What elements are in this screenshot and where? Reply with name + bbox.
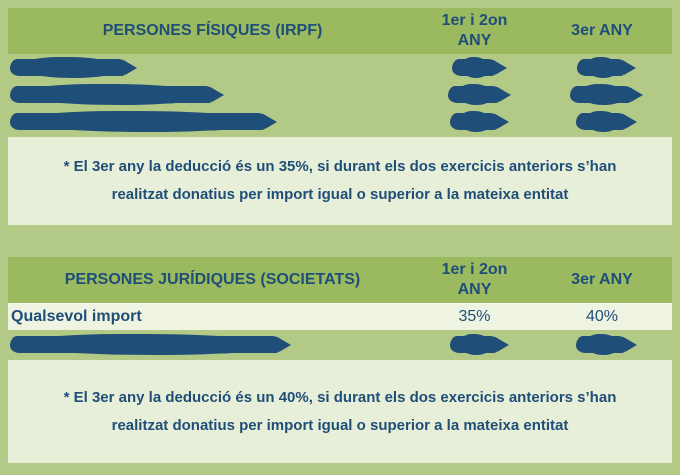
table2-title: PERSONES JURÍDIQUES (SOCIETATS): [64, 271, 361, 288]
table1-row-2: [8, 81, 672, 108]
table2-row-qualsevol-import: [8, 303, 672, 330]
row-label: Qualsevol import: [11, 308, 142, 325]
redacted-value: [450, 336, 500, 353]
table2-footnote: * El 3er any la deducció és un 40%, si durant els dos exercicis anteriors s’han realitzat donatius per import igual o superior a la mateixa entitat: [8, 360, 672, 463]
redacted-value: [448, 86, 502, 103]
redacted-value: [576, 113, 628, 130]
value-year-3: 40%: [585, 308, 619, 325]
table-persones-fisiques: [8, 8, 672, 225]
table1-row-1: [8, 54, 672, 81]
table1-header-row: [8, 8, 672, 54]
table2-col-header-year-3: 3er ANY: [571, 271, 633, 288]
redacted-value: [577, 59, 627, 76]
table2-header-row: [8, 257, 672, 303]
redacted-value: [450, 113, 500, 130]
col-header-line1: 1er i 2on: [441, 261, 508, 278]
redacted-value: [576, 336, 628, 353]
redacted-label: [10, 336, 282, 353]
table1-row-3: [8, 108, 672, 135]
table1-col-header-year-1-2: [417, 8, 532, 54]
value-year-1-2: 35%: [458, 308, 491, 325]
col-header-line2: ANY: [457, 281, 492, 298]
table-persones-juridiques: [8, 257, 672, 463]
redacted-value: [452, 59, 498, 76]
col-header-line1: 1er i 2on: [441, 12, 508, 29]
table1-footnote: * El 3er any la deducció és un 35%, si durant els dos exercicis anteriors s’han realitzat donatius per import igual o superior a la mateixa entitat: [8, 137, 672, 225]
table2-row-2: [8, 330, 672, 358]
redacted-label: [10, 86, 215, 103]
redacted-label: [10, 113, 268, 130]
redacted-label: [10, 59, 128, 76]
col-header-line2: ANY: [457, 32, 492, 49]
table1-title: PERSONES FÍSIQUES (IRPF): [102, 22, 323, 39]
table2-col-header-year-1-2: [417, 257, 532, 303]
redacted-value: [570, 86, 634, 103]
table1-col-header-year-3: 3er ANY: [571, 22, 633, 39]
